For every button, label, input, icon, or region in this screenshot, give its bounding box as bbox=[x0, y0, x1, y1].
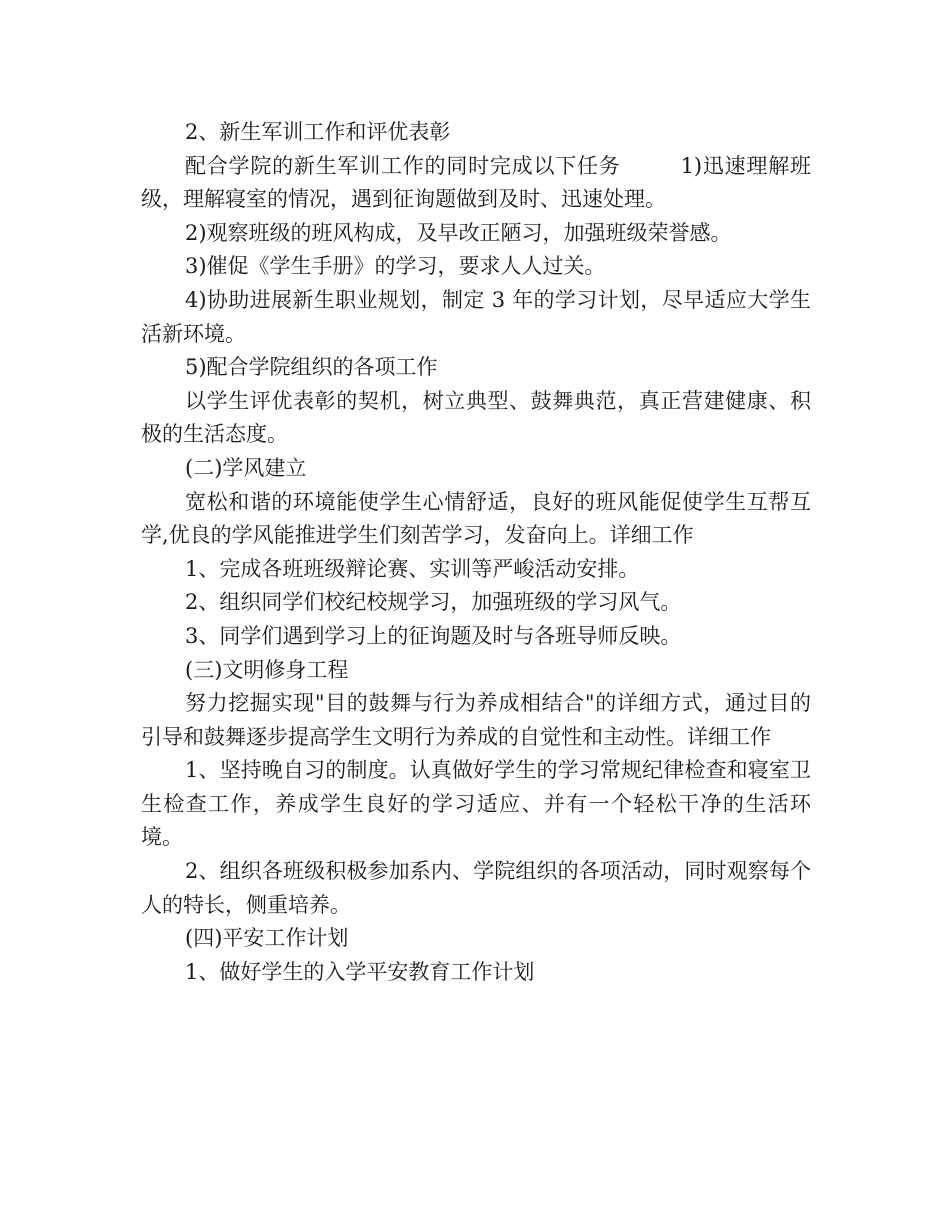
paragraph: 努力挖掘实现"目的鼓舞与行为养成相结合"的详细方式，通过目的引导和鼓舞逐步提高学生文明行为养成的自觉性和主动性。详细工作 bbox=[141, 691, 811, 749]
list-item: 2、组织各班级积极参加系内、学院组织的各项活动，同时观察每个人的特长，侧重培养。 bbox=[141, 859, 811, 917]
list-item: 3)催促《学生手册》的学习，要求人人过关。 bbox=[185, 254, 606, 279]
paragraph-text: 配合学院的新生军训工作的同时完成以下任务 bbox=[185, 153, 621, 178]
list-item: 1、完成各班班级辩论赛、实训等严峻活动安排。 bbox=[185, 556, 640, 581]
paragraph-military-tasks bbox=[141, 150, 811, 217]
list-item: 1、坚持晚自习的制度。认真做好学生的学习常规纪律检查和寝室卫生检查工作，养成学生良好的学习适应、并有一个轻松干净的生活环境。 bbox=[141, 758, 811, 850]
document-body bbox=[141, 116, 811, 989]
list-item: 1、做好学生的入学平安教育工作计划 bbox=[185, 959, 535, 984]
section-heading-safety: (四)平安工作计划 bbox=[185, 926, 349, 951]
list-item: 3、同学们遇到学习上的征询题及时与各班导师反映。 bbox=[185, 623, 682, 648]
paragraph: 以学生评优表彰的契机，树立典型、鼓舞典范，真正营建健康、积极的生活态度。 bbox=[141, 388, 811, 447]
list-item: 4)协助进展新生职业规划，制定 3 年的学习计划，尽早适应大学生活新环境。 bbox=[141, 287, 811, 346]
list-item: 5)配合学院组织的各项工作 bbox=[185, 355, 438, 380]
section-heading-military-training: 2、新生军训工作和评优表彰 bbox=[185, 120, 451, 144]
list-item: 2)观察班级的班风构成，及早改正陋习，加强班级荣誉感。 bbox=[185, 220, 732, 245]
list-item: 2、组织同学们校纪校规学习，加强班级的学习风气。 bbox=[185, 590, 682, 615]
section-heading-civility: (三)文明修身工程 bbox=[185, 657, 349, 682]
paragraph: 宽松和谐的环境能使学生心情舒适，良好的班风能促使学生互帮互学,优良的学风能推进学生们刻苦学习，发奋向上。详细工作 bbox=[141, 489, 811, 548]
section-heading-study-style: (二)学风建立 bbox=[185, 455, 307, 480]
paragraph-text: 1)迅速理解班级，理解寝室的情况，遇到征询题做到及时、迅速处理。 bbox=[141, 153, 812, 212]
